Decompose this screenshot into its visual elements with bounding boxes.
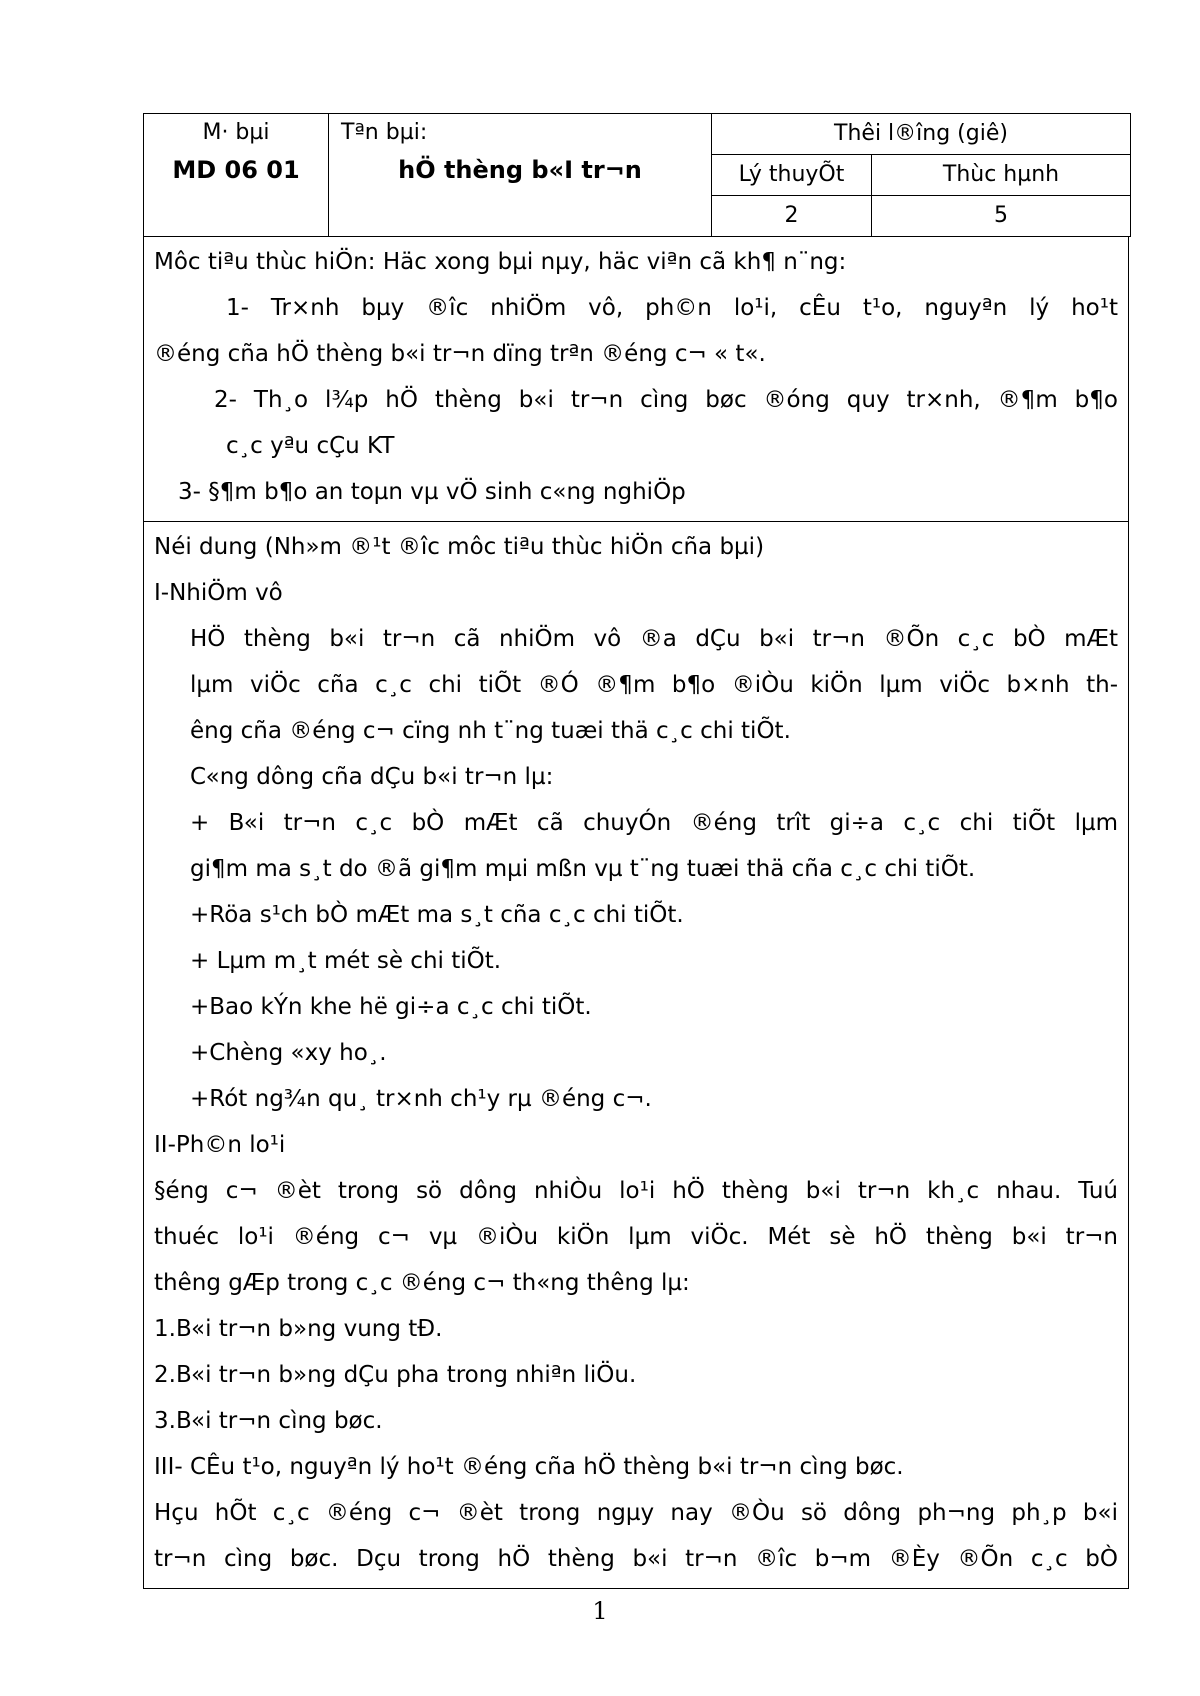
module-name-label: Tªn bµi: [341, 120, 428, 145]
list-item: 1.B«i tr¬n b»ng vung tÐ. [154, 1316, 443, 1342]
list-item: 2.B«i tr¬n b»ng dÇu pha trong nhiªn liÖu. [154, 1362, 637, 1388]
list-item: + Lµm m¸t mét sè chi tiÕt. [190, 948, 502, 974]
paragraph-line: thuéc lo¹i ®éng c¬ vµ ®iÒu kiÖn lµm viÖc. Mét sè hÖ thèng b«i tr¬n [154, 1224, 1118, 1250]
list-item: +Röa s¹ch bÒ mÆt ma s¸t cña c¸c chi tiÕt. [190, 902, 684, 928]
paragraph-line: êng cña ®éng c¬ cïng nh t¨ng tuæi thä c¸c chi tiÕt. [190, 718, 791, 744]
content-section [144, 522, 1128, 1588]
paragraph-line: lµm viÖc cña c¸c chi tiÕt ®Ó ®¶m b¶o ®iÒu kiÖn lµm viÖc b×nh th- [190, 672, 1118, 698]
hours-label: Thêi l®îng (giê) [712, 114, 1131, 155]
list-item: + B«i tr¬n c¸c bÒ mÆt cã chuyÓn ®éng trît gi÷a c¸c chi tiÕt lµm [190, 810, 1118, 836]
document-page [143, 113, 1130, 1589]
objective-line: ®éng cña hÖ thèng b«i tr¬n dïng trªn ®éng c¬ « t«. [154, 341, 766, 367]
theory-hours: 2 [712, 196, 872, 237]
module-code-label: M· bµi [202, 120, 270, 145]
objectives-heading: Môc tiªu thùc hiÖn: Häc xong bµi nµy, häc viªn cã kh¶ n¨ng: [154, 249, 847, 275]
page-number: 1 [592, 1597, 608, 1625]
module-header-table [143, 113, 1131, 237]
list-item: +Bao kÝn khe hë gi÷a c¸c chi tiÕt. [190, 994, 592, 1020]
paragraph-line: tr¬n cìng bøc. Dçu trong hÖ thèng b«i tr¬n ®îc b¬m ®Èy ®Õn c¸c bÒ [154, 1546, 1118, 1572]
paragraph-line: C«ng dông cña dÇu b«i tr¬n lµ: [190, 764, 554, 790]
list-item: 3.B«i tr¬n cìng bøc. [154, 1408, 383, 1434]
module-name-value: hÖ thèng b«I tr¬n [398, 156, 642, 184]
objective-line: 1- Tr×nh bµy ®îc nhiÖm vô, ph©n lo¹i, cÊu t¹o, nguyªn lý ho¹t [226, 295, 1118, 321]
objective-line: 3- §¶m b¶o an toµn vµ vÖ sinh c«ng nghiÖp [178, 479, 686, 505]
content-heading: Néi dung (Nh»m ®¹t ®îc môc tiªu thùc hiÖn cña bµi) [154, 534, 765, 560]
objectives-section [144, 237, 1128, 522]
section-title: I-NhiÖm vô [154, 580, 283, 606]
module-code-value: MD 06 01 [172, 156, 300, 184]
paragraph-line: §éng c¬ ®èt trong sö dông nhiÒu lo¹i hÖ thèng b«i tr¬n kh¸c nhau. Tuú [154, 1178, 1118, 1204]
list-item: gi¶m ma s¸t do ®ã gi¶m mµi mßn vµ t¨ng tuæi thä cña c¸c chi tiÕt. [190, 856, 976, 882]
theory-label: Lý thuyÕt [712, 155, 872, 196]
list-item: +Rót ng¾n qu¸ tr×nh ch¹y rµ ®éng c¬. [190, 1086, 652, 1112]
module-name-cell [329, 114, 712, 237]
practice-label: Thùc hµnh [872, 155, 1131, 196]
module-code-cell [144, 114, 329, 237]
paragraph-line: thêng gÆp trong c¸c ®éng c¬ th«ng thêng lµ: [154, 1270, 690, 1296]
paragraph-line: Hçu hÕt c¸c ®éng c¬ ®èt trong ngµy nay ®Òu sö dông ph¬ng ph¸p b«i [154, 1500, 1118, 1526]
section-title: III- CÊu t¹o, nguyªn lý ho¹t ®éng cña hÖ thèng b«i tr¬n cìng bøc. [154, 1454, 904, 1480]
list-item: +Chèng «xy ho¸. [190, 1040, 387, 1066]
practice-hours: 5 [872, 196, 1131, 237]
section-title: II-Ph©n lo¹i [154, 1132, 286, 1158]
objective-line: 2- Th¸o l¾p hÖ thèng b«i tr¬n cìng bøc ®óng quy tr×nh, ®¶m b¶o [214, 387, 1118, 413]
paragraph-line: HÖ thèng b«i tr¬n cã nhiÖm vô ®a dÇu b«i tr¬n ®Õn c¸c bÒ mÆt [190, 626, 1118, 652]
objective-line: c¸c yªu cÇu KT [226, 433, 395, 459]
module-body [143, 237, 1129, 1589]
